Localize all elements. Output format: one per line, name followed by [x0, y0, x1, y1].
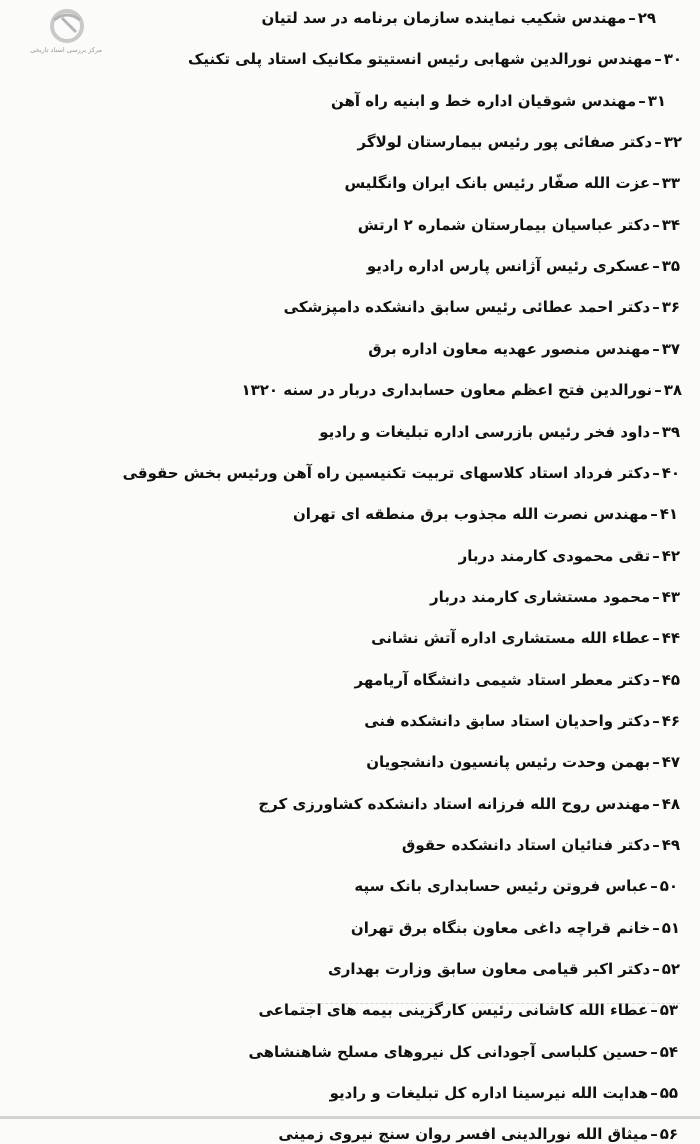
item-text: عطاء الله مستشاری اداره آتش نشانی — [371, 629, 651, 647]
list-item — [188, 49, 682, 69]
item-number: ۵۱ — [661, 919, 680, 937]
item-dash: – — [650, 505, 658, 523]
item-dash: – — [652, 547, 660, 565]
item-dash: – — [652, 216, 660, 234]
logo-caption: مرکز بررسی اسناد تاریخی — [30, 46, 102, 54]
list-item — [241, 380, 682, 400]
item-dash: – — [652, 257, 660, 275]
list-item — [319, 422, 680, 442]
item-dash: – — [654, 50, 662, 68]
item-dash: – — [638, 92, 646, 110]
item-text: بهمن وحدت رئیس پانسیون دانشجویان — [366, 753, 651, 771]
item-text: دکتر احمد عطائی رئیس سابق دانشکده دامپزشکی — [283, 298, 651, 316]
item-number: ۴۸ — [661, 795, 680, 813]
item-number: ۲۹ — [637, 9, 656, 27]
item-number: ۵۰ — [659, 877, 678, 895]
list-item — [248, 1042, 678, 1062]
item-number: ۳۹ — [661, 423, 680, 441]
item-text: دکتر عباسیان بیمارستان شماره ۲ ارتش — [357, 216, 651, 234]
item-number: ۵۳ — [659, 1001, 678, 1019]
item-number: ۴۲ — [661, 547, 680, 565]
item-number: ۴۵ — [661, 671, 680, 689]
item-dash: – — [652, 919, 660, 937]
item-text: مهندس نصرت الله مجذوب برق منطقه ای تهران — [292, 505, 649, 523]
item-dash: – — [650, 1043, 658, 1061]
item-text: نورالدین فتح اعظم معاون حسابداری دربار در سنه ۱۳۲۰ — [241, 381, 653, 399]
list-item — [402, 835, 680, 855]
list-item — [366, 752, 680, 772]
item-text: داود فخر رئیس بازرسی اداره تبلیغات و رادیو — [319, 423, 651, 441]
item-dash: – — [652, 836, 660, 854]
item-text: مهندس شوقیان اداره خط و ابنیه راه آهن — [330, 92, 637, 110]
item-dash: – — [628, 9, 636, 27]
item-dash: – — [650, 1084, 658, 1102]
item-dash: – — [652, 174, 660, 192]
list-item — [364, 711, 680, 731]
list-item — [258, 794, 680, 814]
item-number: ۴۷ — [661, 753, 680, 771]
item-dash: – — [652, 960, 660, 978]
item-dash: – — [650, 877, 658, 895]
item-number: ۳۲ — [663, 133, 682, 151]
item-text: عزت الله صفّار رئیس بانک ایران وانگلیس — [344, 174, 651, 192]
list-item — [328, 959, 680, 979]
item-text: مهندس شکیب نماینده سازمان برنامه در سد لتیان — [261, 9, 627, 27]
item-number: ۳۸ — [663, 381, 682, 399]
list-item — [371, 628, 680, 648]
list-item — [358, 215, 680, 235]
item-number: ۴۱ — [659, 505, 678, 523]
list-item — [354, 876, 678, 896]
item-text: دکتر معطر استاد شیمی دانشگاه آریامهر — [354, 671, 651, 689]
item-dash: – — [650, 1001, 658, 1019]
item-number: ۴۳ — [661, 588, 680, 606]
list-item — [330, 1083, 678, 1103]
item-number: ۴۴ — [661, 629, 680, 647]
item-dash: – — [652, 629, 660, 647]
list-item — [368, 339, 680, 359]
item-text: حسین کلباسی آجودانی کل نیروهای مسلح شاهنشاهی — [248, 1043, 649, 1061]
item-text: هدایت الله نیرسینا اداره کل تبلیغات و رادیو — [329, 1084, 649, 1102]
item-text: محمود مستشاری کارمند دربار — [430, 588, 651, 606]
item-number: ۴۰ — [661, 464, 680, 482]
list-item — [430, 587, 680, 607]
item-dash: – — [652, 464, 660, 482]
list-item — [331, 91, 666, 111]
item-text: دکتر واحدیان استاد سابق دانشکده فنی — [364, 712, 651, 730]
item-text: مهندس نورالدین شهابی رئیس انستیتو مکانیک استاد پلی تکنیک — [188, 50, 653, 68]
item-dash: – — [654, 381, 662, 399]
item-text: عسکری رئیس آژانس پارس اداره رادیو — [366, 257, 651, 275]
item-number: ۳۱ — [647, 92, 666, 110]
item-text: میثاق الله نورالدینی افسر روان سنج نیروی زمینی — [278, 1125, 649, 1143]
item-number: ۴۹ — [661, 836, 680, 854]
item-number: ۵۲ — [661, 960, 680, 978]
item-dash: – — [652, 423, 660, 441]
item-text: دکتر صفائی پور رئیس بیمارستان لولاگر — [357, 133, 653, 151]
item-number: ۴۶ — [661, 712, 680, 730]
list-item — [355, 670, 680, 690]
item-text: عباس فروتن رئیس حسابداری بانک سپه — [354, 877, 649, 895]
item-number: ۳۵ — [661, 257, 680, 275]
item-text: تقی محمودی کارمند دربار — [458, 547, 651, 565]
item-number: ۳۰ — [663, 50, 682, 68]
item-dash: – — [652, 712, 660, 730]
item-number: ۵۴ — [659, 1043, 678, 1061]
item-text: مهندس منصور عهدیه معاون اداره برق — [368, 340, 651, 358]
item-dash: – — [652, 753, 660, 771]
item-text: دکتر فنائیان استاد دانشکده حقوق — [401, 836, 651, 854]
item-number: ۳۷ — [661, 340, 680, 358]
item-text: خانم قراچه داغی معاون بنگاه برق تهران — [350, 919, 651, 937]
item-number: ۵۵ — [659, 1084, 678, 1102]
item-text: مهندس روح الله فرزانه استاد دانشکده کشاورزی کرج — [258, 795, 651, 813]
item-text: دکتر فرداد استاد کلاسهای تربیت تکنیسین راه آهن ورئیس بخش حقوقی — [122, 464, 651, 482]
item-dash: – — [652, 298, 660, 316]
list-item — [284, 297, 680, 317]
list-item — [459, 546, 680, 566]
list-item — [261, 8, 656, 28]
item-dash: – — [650, 1125, 658, 1143]
scan-artifact-line — [300, 1003, 680, 1008]
list-item — [344, 173, 680, 193]
list-item — [367, 256, 680, 276]
list-item — [278, 1124, 678, 1144]
item-text: عطاء الله کاشانی رئیس کارگزینی بیمه های اجتماعی — [258, 1001, 649, 1019]
item-text: دکتر اکبر قیامی معاون سابق وزارت بهداری — [328, 960, 651, 978]
item-number: ۳۴ — [661, 216, 680, 234]
item-dash: – — [652, 671, 660, 689]
item-number: ۳۳ — [661, 174, 680, 192]
item-number: ۳۶ — [661, 298, 680, 316]
list-item — [351, 918, 680, 938]
item-dash: – — [652, 795, 660, 813]
list-item — [293, 504, 678, 524]
list-item — [358, 132, 682, 152]
item-dash: – — [652, 340, 660, 358]
list-item — [123, 463, 680, 483]
item-dash: – — [652, 588, 660, 606]
item-number: ۵۶ — [659, 1125, 678, 1143]
item-dash: – — [654, 133, 662, 151]
